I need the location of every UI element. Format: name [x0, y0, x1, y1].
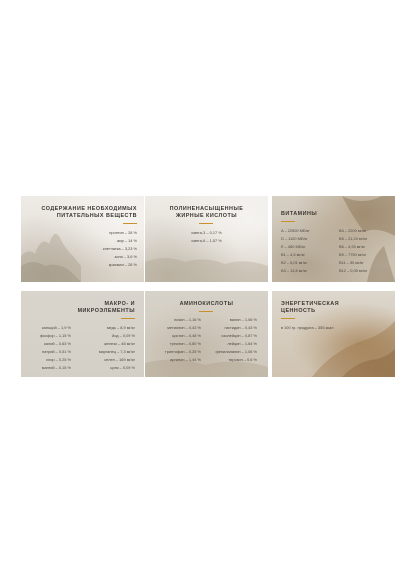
amino-acids-item: треонин – 0,80 %: [169, 341, 201, 346]
amino-acids-item: гистидин – 0,43 %: [224, 325, 257, 330]
vitamins-item: A – 22500 МЕ/кг: [281, 228, 310, 233]
fatty-acids-title-line2: ЖИРНЫЕ КИСЛОТЫ: [175, 213, 238, 219]
vitamins-title: ВИТАМИНЫ: [281, 211, 318, 217]
amino-acids-item: триптофан – 0,25 %: [164, 349, 201, 354]
minerals-item: селен – 169 мг/кг: [104, 357, 135, 362]
nutrients-title-line2: ПИТАТЕЛЬНЫХ ВЕЩЕСТВ: [56, 213, 137, 219]
vitamins-item: B3 – 13,8 мг/кг: [281, 268, 308, 273]
energy-value: в 100 гр. продукта – 355 ккал: [281, 325, 334, 330]
nutrients-title-line1: СОДЕРЖАНИЕ НЕОБХОДИМЫХ: [41, 206, 137, 212]
minerals-item: фосфор – 1,15 %: [39, 333, 71, 338]
energy-title-line2: ЦЕННОСТЬ: [281, 308, 316, 314]
minerals-item: железо – 48 мг/кг: [104, 341, 135, 346]
fatty-acids-item: омега-3 – 0,17 %: [191, 230, 222, 235]
minerals-item: кальций – 1,9 %: [41, 325, 71, 330]
vitamins-title-underline: [281, 221, 295, 222]
card-minerals: [21, 291, 144, 377]
amino-acids-item: изолейцин – 0,87 %: [221, 333, 257, 338]
fatty-acids-title-line1: ПОЛИНЕНАСЫЩЕННЫЕ: [169, 206, 244, 212]
vitamins-item: B5 – 21,24 мг/кг: [339, 236, 368, 241]
minerals-item: йод – 0,09 %: [112, 333, 135, 338]
minerals-item: натрий – 0,51 %: [42, 349, 71, 354]
card-amino-acids: [145, 291, 268, 377]
vitamins-item: B6 – 4,93 мг/кг: [339, 244, 366, 249]
energy-title-line1: ЭНЕРГЕТИЧЕСКАЯ: [281, 301, 340, 307]
minerals-title-line1: МАКРО- И: [104, 301, 135, 307]
vitamins-item: B12 – 0,05 мг/кг: [339, 268, 368, 273]
vitamins-item: B11 – 50 мг/кг: [339, 260, 364, 265]
amino-acids-item: тирозин – 0,6 %: [228, 357, 257, 362]
nutrients-item: зола – 3,6 %: [114, 254, 137, 259]
nutrients-item: жир – 14 %: [116, 238, 137, 243]
nutrients-item: крахмал – 28 %: [108, 262, 137, 267]
card-vitamins: [272, 196, 395, 282]
amino-acids-title: АМИНОКИСЛОТЫ: [179, 301, 234, 307]
nutrients-item: протеин – 28 %: [109, 230, 137, 235]
minerals-item: медь – 8,9 мг/кг: [106, 325, 135, 330]
fatty-acids-item: омега-6 – 1,57 %: [191, 238, 222, 243]
card-fatty-acids: [145, 196, 268, 282]
amino-acids-item: фенилаланин – 1,06 %: [215, 349, 257, 354]
vitamins-item: D – 1100 МЕ/кг: [281, 236, 308, 241]
vitamins-item: E – 460 МЕ/кг: [281, 244, 306, 249]
minerals-title-line2: МИКРОЭЛЕМЕНТЫ: [77, 308, 135, 314]
amino-acids-item: аргинин – 1,44 %: [170, 357, 201, 362]
vitamins-item: B1 – 4,5 мг/кг: [281, 252, 305, 257]
amino-acids-title-underline: [199, 311, 213, 312]
amino-acids-item: лейцин – 1,64 %: [227, 341, 257, 346]
vitamins-item: B2 – 5,01 мг/кг: [281, 260, 308, 265]
minerals-item: цинк – 0,09 %: [110, 365, 135, 370]
minerals-item: марганец – 7,3 мг/кг: [98, 349, 135, 354]
vitamins-item: B9 – 7750 мг/кг: [339, 252, 367, 257]
amino-acids-item: валин – 1,06 %: [229, 317, 257, 322]
nutrients-title-underline: [123, 223, 137, 224]
fatty-acids-title-underline: [199, 223, 213, 224]
amino-acids-item: лизин – 1,16 %: [174, 317, 201, 322]
minerals-item: магний – 0,15 %: [41, 365, 71, 370]
minerals-title-underline: [121, 318, 135, 319]
card-nutrients: [21, 196, 144, 282]
amino-acids-item: метионин – 0,43 %: [167, 325, 201, 330]
energy-title-underline: [281, 318, 295, 319]
nutrients-item: клетчатка – 3,23 %: [102, 246, 137, 251]
vitamins-item: B4 – 2200 мг/кг: [339, 228, 367, 233]
minerals-item: хлор – 0,25 %: [45, 357, 71, 362]
card-energy: [272, 291, 395, 377]
amino-acids-item: цистин – 0,48 %: [172, 333, 201, 338]
minerals-item: калий – 0,63 %: [43, 341, 71, 346]
